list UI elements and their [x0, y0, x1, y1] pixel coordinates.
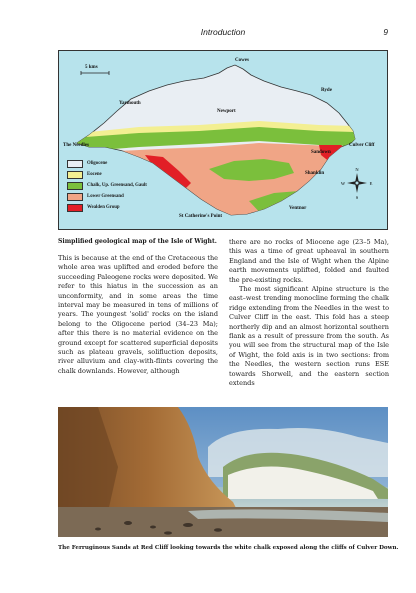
compass-w: W [340, 181, 346, 186]
label-ryde: Ryde [321, 88, 332, 93]
legend-swatch [67, 160, 83, 168]
label-st-catherines-point: St Catherine's Point [179, 214, 223, 219]
map-caption: Simplified geological map of the Isle of Wight. [58, 238, 217, 245]
right-paragraph-2: The most significant Alpine structure is the east–west trending monocline forming the chalk ridge extending from the Needles in the west to Culver Cliff in the east. This fold has a steep northerly dip and an almost horizontal southern flank as a result of pressure from the south. As you will see from the structural map of the Isle of Wight, the fold axis is in two sections: from the Needles, the western section runs ESE towards Shorwell, and the eastern section extends [229, 285, 389, 388]
legend-label: Oligocene [87, 161, 108, 166]
geological-map [58, 50, 388, 230]
compass-n: N [355, 167, 359, 172]
scale-label: 5 kms [85, 65, 98, 70]
label-culver-cliff: Culver Cliff [349, 143, 375, 148]
label-newport: Newport [217, 109, 236, 114]
legend-swatch [67, 171, 83, 179]
compass-s: S [355, 195, 359, 200]
legend-swatch [67, 193, 83, 201]
legend-label: Eocene [87, 172, 102, 177]
right-paragraph-1: there are no rocks of Miocene age (23–5 Ma), this was a time of great upheaval in southern England and the Isle of Wight when the Alpine earth movements uplifted, folded and faulted the pre-existing rocks. [229, 238, 389, 284]
label-ventnor: Ventnor [289, 206, 307, 211]
cliff-photo [58, 407, 388, 537]
legend-swatch [67, 204, 83, 212]
legend-label: Lower Greensand [87, 194, 124, 199]
label-shanklin: Shanklin [305, 171, 325, 176]
label-the-needles: The Needles [63, 143, 89, 148]
chapter-title: Introduction [200, 27, 246, 37]
page-number: 9 [383, 27, 388, 37]
compass-rose [347, 173, 367, 193]
legend-swatch [67, 182, 83, 190]
legend-label: Wealden Group [87, 205, 120, 210]
map-drawing [59, 51, 388, 230]
left-paragraph: This is because at the end of the Cretaceous the whole area was uplifted and eroded before the succeeding Paleogene rocks were deposited. We refer to this hiatus in the succession as an unconformity, and in some areas the time interval may be measured in tens of millions of years. The youngest 'solid' rocks on the island belong to the Oligocene period (34–23 Ma); after this there is no material evidence on the ground except for scattered superficial deposits such as plateau gravels, solifluction deposits, river alluvium and clay-with-flints covering the chalk downlands. However, although [58, 254, 218, 375]
running-header [58, 27, 388, 39]
photo-caption: The Ferruginous Sands at Red Cliff looking towards the white chalk exposed along the cliffs of Culver Down. [58, 545, 399, 551]
cliff-photo-drawing [58, 407, 388, 537]
legend-label: Chalk, Up. Greensand, Gault [87, 183, 147, 188]
label-sandown: Sandown [311, 150, 331, 155]
label-yarmouth: Yarmouth [119, 101, 141, 106]
compass-e: E [369, 181, 373, 186]
right-column [229, 238, 389, 389]
left-column [58, 254, 218, 376]
label-cowes: Cowes [235, 58, 249, 63]
